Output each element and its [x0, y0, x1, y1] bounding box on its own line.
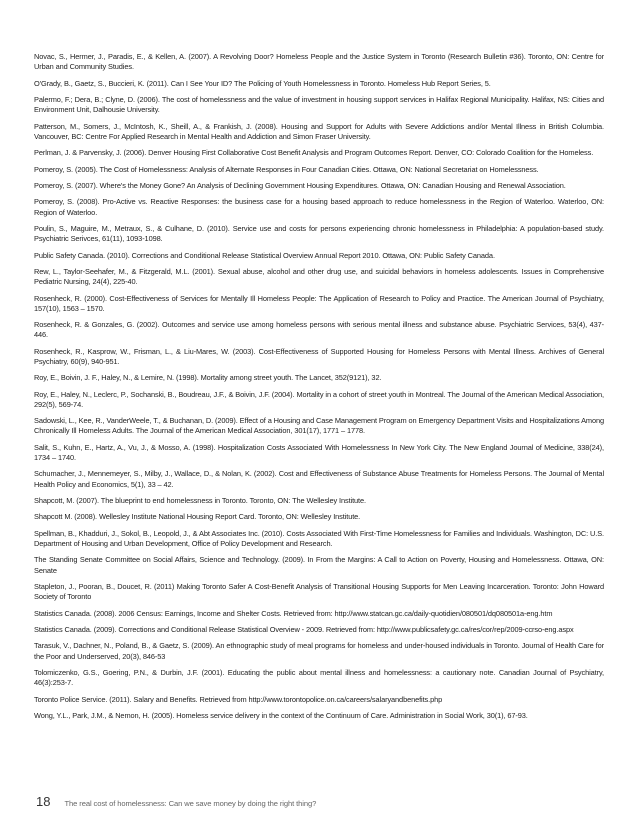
reference-entry: Public Safety Canada. (2010). Corrections and Conditional Release Statistical Overview Annual Report 2010. Ottawa, ON: Public Safety Canada. [34, 250, 495, 260]
reference-list [34, 52, 604, 727]
reference-entry: O'Grady, B., Gaetz, S., Buccieri, K. (2011). Can I See Your ID? The Policing of Youth Homelessness in Toronto. Homeless Hub Report Series, 5. [34, 78, 491, 88]
reference-entry: Wong, Y.L., Park, J.M., & Nemon, H. (2005). Homeless service delivery in the context of the Continuum of Care. Administration in Social Work, 30(1), 67-93. [34, 710, 528, 720]
reference-entry: Sadowski, L., Kee, R., VanderWeele, T., & Buchanan, D. (2009). Effect of a Housing and Case Management Program on Emergency Department Visits and Hospitalizations Among Chronically Ill Homeless Adults. The Journal of the American Medical Association, 301(17), 1771 – 1778. [34, 416, 604, 436]
reference-entry: Rosenheck, R. (2000). Cost-Effectiveness of Services for Mentally Ill Homeless People: The Application of Research to Policy and Practice. The American Journal of Psychiatry, 157(10), 1563 – 1570. [34, 293, 604, 313]
reference-entry: Schumacher, J., Mennemeyer, S., Milby, J., Wallace, D., & Nolan, K. (2002). Cost and Effectiveness of Substance Abuse Treatments for Homeless Persons. The Journal of Mental Health Policy and Economics, 5(1), 33 – 42. [34, 469, 604, 489]
reference-entry: Shapcott M. (2008). Wellesley Institute National Housing Report Card. Toronto, ON: Wellesley Institute. [34, 512, 361, 522]
reference-entry: Poulin, S., Maguire, M., Metraux, S., & Culhane, D. (2010). Service use and costs for persons experiencing chronic homelessness in Philadelphia: A population-based study. Psychiatric Serivces, 61(11), 1093-1098. [34, 223, 604, 244]
reference-entry: Tarasuk, V., Dachner, N., Poland, B., & Gaetz, S. (2009). An ethnographic study of meal programs for homeless and under-housed individuals in Toronto. Journal of Health Care for the Poor and Underserved, 20(3), 846-53 [34, 641, 604, 661]
reference-entry: Pomeroy, S. (2008). Pro-Active vs. Reactive Responses: the business case for a housing based approach to reduce homelessness in the Region of Waterloo. Waterloo, ON: Region of Waterloo. [34, 197, 604, 217]
reference-entry: Patterson, M., Somers, J., McIntosh, K., Sheill, A., & Frankish, J. (2008). Housing and Support for Adults with Severe Addictions and/or Mental Illness in British Columbia. Vancouver, BC: Centre For Applied Research in Mental Health and Addiction and Simon Fraser University. [34, 121, 604, 141]
reference-entry: Salit, S., Kuhn, E., Hartz, A., Vu, J., & Mosso, A. (1998). Hospitalization Costs Associated With Homelessness In New York City. The New England Journal of Medicine, 338(24), 1734 – 1740. [34, 442, 604, 463]
reference-entry: Rosenheck, R., Kasprow, W., Frisman, L., & Liu-Mares, W. (2003). Cost-Effectiveness of Supported Housing for Homeless Persons with Mental Illness. Archives of General Psychiatry, 60(9), 940-951. [34, 346, 604, 366]
reference-entry: Stapleton, J., Pooran, B., Doucet, R. (2011) Making Toronto Safer A Cost-Benefit Analysis of Transitional Housing Supports for Men Leaving Incarceration. Toronto: John Howard Society of Toronto [34, 582, 604, 602]
reference-entry: Pomeroy, S. (2005). The Cost of Homelessness: Analysis of Alternate Responses in Four Canadian Cities. Ottawa, ON: National Secretariat on Homelessness. [34, 164, 539, 174]
reference-entry: Roy, E., Boivin, J. F., Haley, N., & Lemire, N. (1998). Mortality among street youth. The Lancet, 352(9121), 32. [34, 373, 382, 383]
reference-entry: Statistics Canada. (2008). 2006 Census: Earnings, Income and Shelter Costs. Retrieved from: http://www.statcan.gc.ca/daily-quotidien/080501/dq080501a-eng.htm [34, 608, 553, 618]
reference-entry: Toronto Police Service. (2011). Salary and Benefits. Retrieved from http://www.torontopolice.on.ca/careers/salaryandbenefits.php [34, 694, 443, 704]
footer-title: The real cost of homelessness: Can we save money by doing the right thing? [64, 799, 317, 808]
reference-entry: Perlman, J. & Parvensky, J. (2006). Denver Housing First Collaborative Cost Benefit Analysis and Program Outcomes Report. Denver, CO: Colorado Coalition for the Homeless. [34, 148, 594, 158]
reference-entry: Roy, E., Haley, N., Leclerc, P., Sochanski, B., Boudreau, J.F., & Boivin, J.F. (2004). Mortality in a cohort of street youth in Montreal. The Journal of the American Medical Association, 292(5), 569-74. [34, 389, 604, 409]
reference-entry: Palermo, F.; Dera, B.; Clyne, D. (2006). The cost of homelessness and the value of investment in housing support services in Halifax Regional Municipality. Halifax, NS: Cities and Environment Unit, Dalhousie University. [34, 94, 604, 115]
page-number: 18 [36, 794, 51, 809]
reference-entry: The Standing Senate Committee on Social Affairs, Science and Technology. (2009). In From the Margins: A Call to Action on Poverty, Housing and Homelessness. Ottawa, ON: Senate [34, 555, 604, 575]
reference-entry: Rosenheck, R. & Gonzales, G. (2002). Outcomes and service use among homeless persons with serious mental illness and substance abuse. Psychiatric Services, 53(4), 437-446. [34, 320, 604, 340]
reference-entry: Spellman, B., Khadduri, J., Sokol, B., Leopold, J., & Abt Associates Inc. (2010). Costs Associated With First-Time Homelessness for Families and Individuals. Washington, DC: U.S. Department of Housing and Urban Development, Office of Policy Development and Research. [34, 528, 604, 549]
reference-entry: Shapcott, M. (2007). The blueprint to end homelessness in Toronto. Toronto, ON: The Wellesley Institute. [34, 496, 366, 506]
reference-entry: Tolomiczenko, G.S., Goering, P.N., & Durbin, J.F. (2001). Educating the public about mental illness and homelessness: a cautionary note. Canadian Journal of Psychiatry, 46(3):253-7. [34, 668, 604, 688]
reference-entry: Statistics Canada. (2009). Corrections and Conditional Release Statistical Overview - 2009. Retrieved from: http://www.publicsafety.gc.ca/res/cor/rep/2009-ccrso-eng.aspx [34, 625, 574, 635]
reference-entry: Novac, S., Hermer, J., Paradis, E., & Kellen, A. (2007). A Revolving Door? Homeless People and the Justice System in Toronto (Research Bulletin #36). Toronto, ON: Centre for Urban and Community Studies. [34, 52, 604, 72]
page-footer [36, 794, 316, 809]
reference-entry: Pomeroy, S. (2007). Where's the Money Gone? An Analysis of Declining Government Housing Expenditures. Ottawa, ON: Canadian Housing and Renewal Association. [34, 180, 566, 190]
reference-entry: Rew, L., Taylor-Seehafer, M., & Fitzgerald, M.L. (2001). Sexual abuse, alcohol and other drug use, and suicidal behaviors in homeless adolescents. Issues in Comprehensive Pediatric Nursing, 24(4), 225-40. [34, 266, 604, 287]
